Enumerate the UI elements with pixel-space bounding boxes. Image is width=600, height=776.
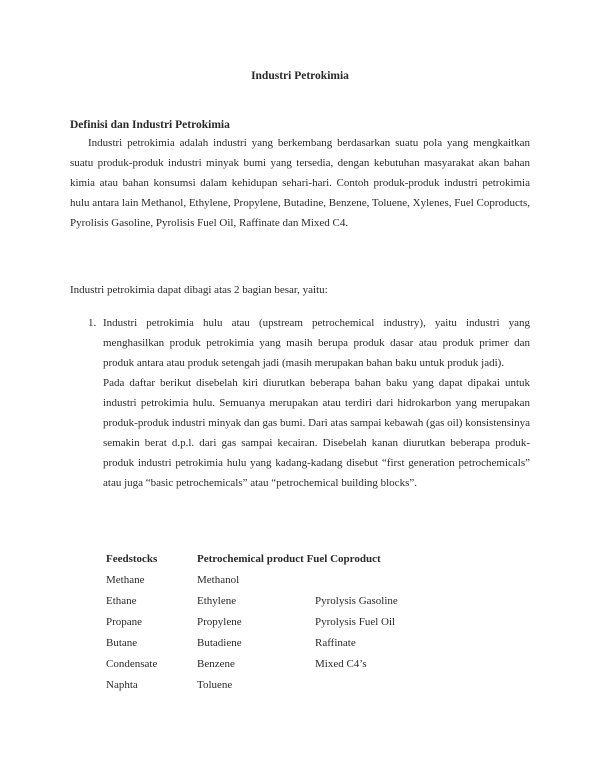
definition-text: Industri petrokimia adalah industri yang berkembang berdasarkan suatu pola yang mengkaitkan suatu produk-produk industri minyak bumi yang tersedia, dengan kebutuhan masyarakat akan bahan kimia atau bahan konsumsi dalam kehidupan sehari-hari. Contoh produk-produk industri petrokimia hulu antara lain Methanol, Ethylene, Propylene, Butadine, Benzene, Toluene, Xylenes, Fuel Coproducts, Pyrolisis Gasoline, Pyrolisis Fuel Oil, Raffinate dan Mixed C4. (70, 137, 530, 229)
table-cell: Toluene (197, 679, 233, 691)
table-row (106, 612, 445, 633)
petrochemical-table (106, 549, 445, 696)
list-item-body (103, 313, 530, 493)
list-item-text-2: Pada daftar berikut disebelah kiri diurutkan beberapa bahan baku yang dapat dipakai untuk industri petrokimia hulu. Semuanya merupakan atau terdiri dari hidrokarbon yang merupakan produk-produk industri minyak dan gas bumi. Dari atas sampai kebawah (gas oil) konsistensinya semakin berat d.p.l. dari gas sampai kecairan. Disebelah kanan diurutkan beberapa produk-produk industri petrokimia hulu yang kadang-kadang disebut “first generation petrochemicals” atau juga “basic petrochemicals” atau “petrochemical building blocks”. (103, 377, 530, 489)
table-cell: Raffinate (315, 637, 356, 649)
header-fuel-coproduct: Fuel Coproduct (306, 553, 381, 565)
table-header-row (106, 549, 445, 570)
table-cell: Naphta (106, 679, 138, 691)
table-cell: Butadiene (197, 637, 242, 649)
definition-paragraph (70, 133, 530, 233)
header-petrochemical-product: Petrochemical product (197, 553, 304, 565)
table-cell: Mixed C4’s (315, 658, 367, 670)
numbered-list (88, 313, 530, 493)
division-paragraph: Industri petrokimia dapat dibagi atas 2 bagian besar, yaitu: (70, 284, 328, 296)
section-heading: Definisi dan Industri Petrokimia (70, 119, 230, 131)
list-item-text-1: Industri petrokimia hulu atau (upstream petrochemical industry), yaitu industri yang menghasilkan produk petrokimia yang masih berupa produk dasar atau produk primer dan produk antara atau produk setengah jadi (masih merupakan bahan baku untuk produk jadi). (103, 317, 530, 369)
table-row (106, 591, 445, 612)
table-cell: Pyrolysis Fuel Oil (315, 616, 396, 628)
table-cell: Ethylene (197, 595, 237, 607)
list-number: 1. (88, 317, 97, 329)
table-row (106, 654, 445, 675)
table-cell (315, 675, 445, 696)
table-cell: Methanol (197, 574, 240, 586)
table-cell: Butane (106, 637, 138, 649)
header-feedstocks: Feedstocks (106, 553, 158, 565)
table-cell: Condensate (106, 658, 158, 670)
document-title: Industri Petrokimia (251, 70, 349, 82)
header-products (197, 549, 445, 570)
table-row (106, 570, 445, 591)
table-cell (315, 570, 445, 591)
table-cell: Methane (106, 574, 145, 586)
table-row (106, 675, 445, 696)
table-cell: Propane (106, 616, 143, 628)
table-cell: Pyrolysis Gasoline (315, 595, 398, 607)
table-cell: Ethane (106, 595, 137, 607)
table-cell: Benzene (197, 658, 235, 670)
table-cell: Propylene (197, 616, 242, 628)
table-row (106, 633, 445, 654)
